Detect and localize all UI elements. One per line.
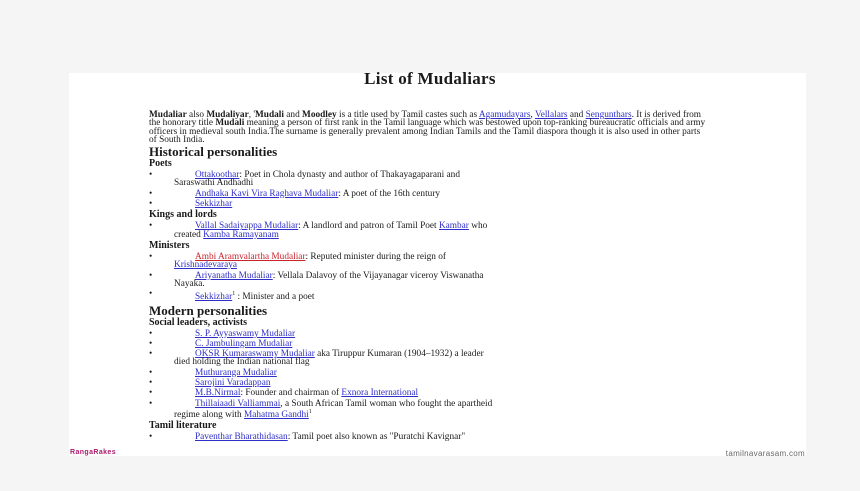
- poets-list: [149, 171, 709, 208]
- list-item: [149, 272, 709, 289]
- link-vellalars[interactable]: Vellalars: [535, 110, 568, 120]
- link-vallal-sadaiyappa[interactable]: Vallal Sadaiyappa Mudaliar: [195, 221, 299, 232]
- text: ,: [530, 110, 536, 120]
- link-agamudayars[interactable]: Agamudayars: [478, 110, 531, 120]
- link-oksr-kumaraswamy[interactable]: OKSR Kumaraswamy Mudaliar: [195, 349, 315, 360]
- link-jambulingam[interactable]: C. Jambulingam Mudaliar: [195, 338, 293, 349]
- bullet-icon: •: [149, 338, 153, 349]
- bullet-icon: •: [149, 188, 153, 199]
- footnote-marker: 1: [308, 408, 312, 415]
- bullet-icon: •: [149, 398, 153, 409]
- list-item: [149, 379, 709, 387]
- text: , a South African Tamil woman who fought the apartheid: [280, 398, 493, 409]
- term-mudali: Mudali: [255, 110, 284, 120]
- kings-list: [149, 222, 709, 239]
- heading-literature: Tamil literature: [149, 420, 217, 432]
- text: and: [567, 110, 586, 120]
- bullet-icon: •: [149, 349, 153, 360]
- text: : Founder and chairman of: [240, 388, 342, 399]
- text: died holding the Indian national flag: [174, 357, 310, 368]
- link-exnora[interactable]: Exnora International: [341, 388, 419, 399]
- link-krishnadevaraya[interactable]: Krishnadevaraya: [174, 260, 237, 271]
- link-sekkizhar[interactable]: Sekkizhar: [195, 199, 233, 210]
- text: Saraswathi Andhadhi: [174, 178, 254, 189]
- list-item: [149, 290, 709, 301]
- list-item: [149, 200, 709, 208]
- bullet-icon: •: [149, 432, 153, 443]
- term-moodley: Moodley: [302, 110, 337, 120]
- link-andhaka-kavi[interactable]: Andhaka Kavi Vira Raghava Mudaliar: [195, 188, 339, 199]
- text: and: [283, 110, 303, 120]
- bullet-icon: •: [149, 378, 153, 389]
- text: aka Tiruppur Kumaran (1904–1932) a leader: [314, 349, 484, 360]
- heading-modern: Modern personalities: [149, 302, 268, 318]
- literature-list: [149, 433, 709, 441]
- bullet-icon: •: [149, 199, 153, 210]
- link-ottakoothar[interactable]: Ottakoothar: [195, 170, 240, 181]
- term-mudaliar: Mudaliar: [149, 110, 187, 120]
- text: : Vellala Dalavoy of the Vijayanagar viceroy Viswanatha: [272, 270, 484, 281]
- list-item: [149, 190, 709, 198]
- text: is a title used by Tamil castes such as: [336, 110, 478, 120]
- bullet-icon: •: [149, 251, 153, 262]
- bullet-icon: •: [149, 328, 153, 339]
- heading-social: Social leaders, activists: [149, 316, 248, 328]
- list-item: [149, 400, 709, 420]
- term-mudali: Mudali: [215, 118, 245, 129]
- term-mudaliyar: Mudaliyar: [206, 110, 249, 120]
- bullet-icon: •: [149, 388, 153, 399]
- article-body: [149, 111, 709, 444]
- list-item: [149, 330, 709, 338]
- list-item: [149, 222, 709, 239]
- text: : Poet in Chola dynasty and author of Thakayagaparani and: [239, 170, 460, 181]
- footer-site: tamilnavarasam.com: [725, 449, 805, 458]
- link-bharathidasan[interactable]: Paventhar Bharathidasan: [195, 432, 288, 443]
- link-kamba-ramayanam[interactable]: Kamba Ramayanam: [203, 229, 279, 240]
- text: . It is derived from the honorary title: [149, 110, 702, 129]
- text: : A poet of the 16th century: [338, 188, 441, 199]
- text: : Tamil poet also known as "Puratchi Kavignar": [287, 432, 466, 443]
- link-sekkizhar[interactable]: Sekkizhar: [195, 292, 233, 303]
- continuation: [174, 231, 709, 239]
- heading-poets: Poets: [149, 158, 172, 170]
- continuation: [174, 408, 709, 419]
- ministers-list: [149, 253, 709, 302]
- bullet-icon: •: [149, 221, 153, 232]
- text: who: [468, 221, 488, 232]
- list-item: [149, 433, 709, 441]
- link-ariyanatha[interactable]: Ariyanatha Mudaliar: [195, 270, 273, 281]
- link-mb-nirmal[interactable]: M.B.Nirmal: [195, 388, 241, 399]
- heading-kings: Kings and lords: [149, 209, 217, 221]
- link-mahatma-gandhi[interactable]: Mahatma Gandhi: [243, 410, 309, 421]
- link-sengunthars[interactable]: Sengunthars: [585, 110, 632, 120]
- list-item: [149, 253, 709, 270]
- list-item: [149, 350, 709, 367]
- text: regime along with: [174, 410, 244, 421]
- text: Nayaka.: [174, 278, 205, 289]
- link-muthuranga[interactable]: Muthuranga Mudaliar: [195, 367, 277, 378]
- text: : A landlord and patron of Tamil Poet: [298, 221, 439, 232]
- bullet-icon: •: [149, 367, 153, 378]
- heading-historical: Historical personalities: [149, 144, 278, 160]
- heading-ministers: Ministers: [149, 239, 190, 251]
- list-item: [149, 171, 709, 188]
- bullet-icon: •: [149, 270, 153, 281]
- text: meaning a person of first rank in the Tamil language which was bestowed upon top-ranking bureaucratic officials and army officers in medieval south India.The surname is generally prevalent among Indian Tamils and the Tamil diaspora though it is also used in other parts of South India.: [149, 118, 706, 145]
- text: : Minister and a poet: [235, 292, 315, 303]
- footnote-marker: 1: [232, 291, 236, 298]
- link-thillaiaadi[interactable]: Thillaiaadi Valliammai: [195, 398, 281, 409]
- link-ayyaswamy[interactable]: S. P. Ayyaswamy Mudaliar: [195, 328, 296, 339]
- bullet-icon: •: [149, 289, 153, 300]
- bullet-icon: •: [149, 170, 153, 181]
- intro-paragraph: [149, 111, 709, 144]
- list-item: [149, 389, 709, 397]
- link-kambar[interactable]: Kambar: [438, 221, 469, 232]
- list-item: [149, 369, 709, 377]
- text: : Reputed minister during the reign of: [305, 251, 446, 262]
- text: , ': [248, 110, 256, 120]
- link-ambi-aramvalartha[interactable]: Ambi Aramvalartha Mudaliar: [195, 251, 306, 262]
- page-title: List of Mudaliars: [364, 69, 496, 88]
- text: also: [186, 110, 207, 120]
- footer-brand: RangaRakes: [70, 449, 117, 456]
- link-sarojini[interactable]: Sarojini Varadappan: [195, 378, 271, 389]
- text: created: [174, 229, 204, 240]
- list-item: [149, 340, 709, 348]
- social-list: [149, 330, 709, 420]
